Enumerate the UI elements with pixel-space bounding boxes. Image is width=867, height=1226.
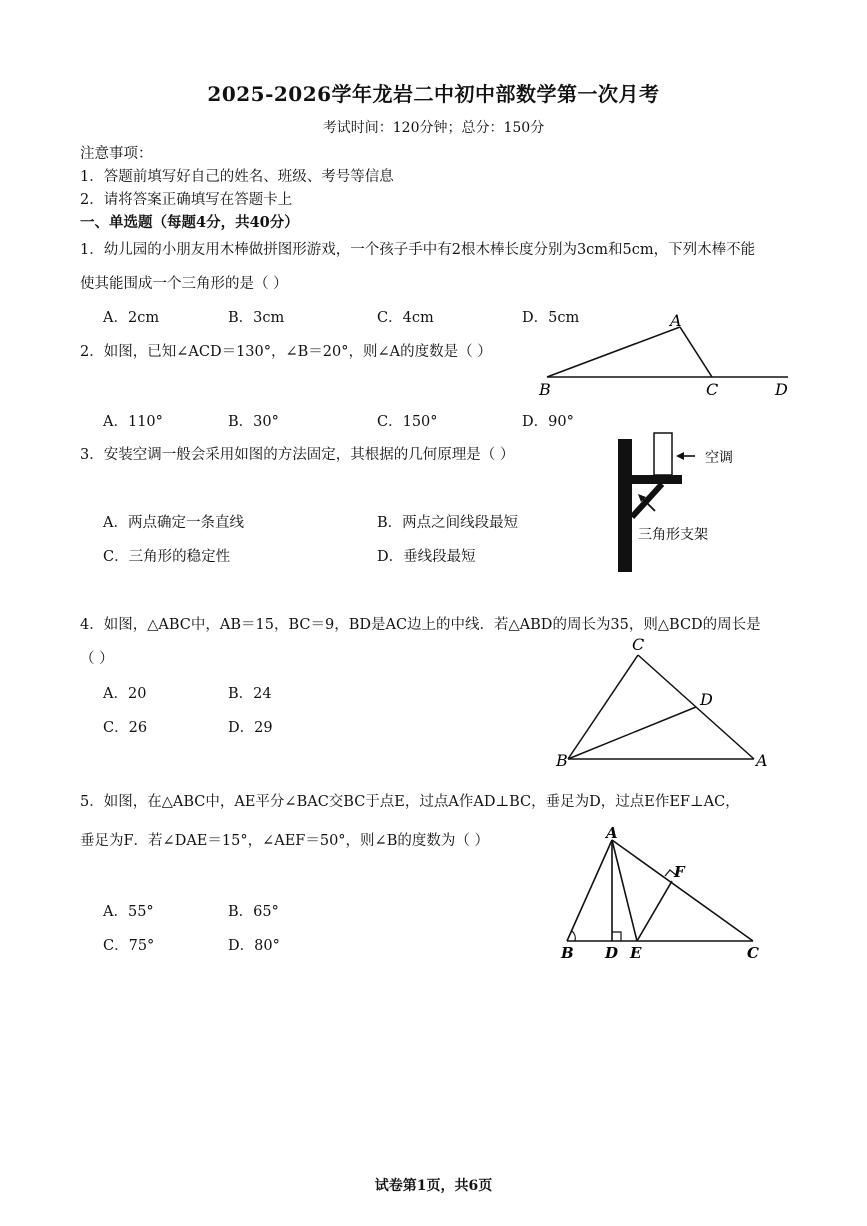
section-heading: 一、单选题（每题4分，共40分） [80, 214, 299, 231]
q5-option-b: B．65° [228, 904, 279, 920]
q1-line2: 使其能围成一个三角形的是（ ） [80, 276, 288, 292]
q3-option-a: A．两点确定一条直线 [103, 515, 244, 531]
q4-option-c: C．26 [103, 720, 148, 736]
notes-heading: 注意事项： [80, 146, 153, 162]
q3-option-d: D．垂线段最短 [377, 549, 476, 565]
q4-label-a: A [756, 751, 768, 770]
q4-line2: （ ） [80, 651, 114, 667]
q5-label-d: D [605, 944, 619, 962]
q1-option-a: A．2cm [103, 310, 160, 326]
q2-option-a: A．110° [103, 414, 163, 430]
arrow-left-icon [676, 452, 684, 460]
q4-triangle-figure [550, 632, 775, 774]
air-conditioner [654, 433, 672, 475]
q4-label-c: C [632, 635, 645, 654]
q5-option-d: D．80° [228, 938, 280, 954]
q2-triangle-figure [530, 310, 800, 402]
q5-label-a: A [606, 824, 618, 842]
q4-option-b: B．24 [228, 686, 272, 702]
q4-option-a: A．20 [103, 686, 147, 702]
page-title: 2025-2026学年龙岩二中初中部数学第一次月考 [207, 82, 660, 106]
q5-option-c: C．75° [103, 938, 155, 954]
page-footer: 试卷第1页，共6页 [374, 1178, 493, 1194]
q3-label-ac: 空调 [705, 450, 733, 466]
q2-label-a: A [670, 311, 682, 330]
q2-label-d: D [775, 380, 788, 399]
q3-option-b: B．两点之间线段最短 [377, 515, 519, 531]
q5-label-f: F [674, 863, 685, 881]
q4-label-d: D [700, 690, 713, 709]
q3-label-bracket: 三角形支架 [638, 527, 708, 543]
q1-option-b: B．3cm [228, 310, 285, 326]
q2-label-b: B [539, 380, 551, 399]
q4-option-d: D．29 [228, 720, 273, 736]
q1-line1: 1．幼儿园的小朋友用木棒做拼图形游戏，一个孩子手中有2根木棒长度分别为3cm和5cm，下列木棒不能 [80, 242, 756, 258]
q5-label-b: B [561, 944, 574, 962]
q2-label-c: C [706, 380, 719, 399]
q4-label-b: B [556, 751, 568, 770]
note-item-2: 2．请将答案正确填写在答题卡上 [80, 192, 293, 208]
q5-label-e: E [630, 944, 642, 962]
q2-text: 2．如图，已知∠ACD＝130°，∠B＝20°，则∠A的度数是（ ） [80, 344, 492, 360]
q5-line2: 垂足为F．若∠DAE＝15°，∠AEF＝50°，则∠B的度数为（ ） [80, 833, 489, 849]
q3-bracket-figure [600, 425, 760, 575]
q1-option-c: C．4cm [377, 310, 434, 326]
q5-triangle-figure [555, 820, 770, 965]
exam-info: 考试时间：120分钟；总分：150分 [322, 120, 545, 136]
q5-label-c: C [747, 944, 759, 962]
q2-option-c: C．150° [377, 414, 438, 430]
q5-line1: 5．如图，在△ABC中，AE平分∠BAC交BC于点E，过点A作AD⊥BC，垂足为D，过点E作EF⊥AC， [80, 794, 740, 810]
q2-option-b: B．30° [228, 414, 279, 430]
q3-option-c: C．三角形的稳定性 [103, 549, 231, 565]
q1-option-d: D．5cm [522, 310, 580, 326]
note-item-1: 1．答题前填写好自己的姓名、班级、考号等信息 [80, 169, 394, 185]
q2-option-d: D．90° [522, 414, 574, 430]
q5-option-a: A．55° [103, 904, 154, 920]
q4-line1: 4．如图，△ABC中，AB＝15，BC＝9，BD是AC边上的中线．若△ABD的周长为35，则△BCD的周长是 [80, 617, 761, 633]
wall [618, 439, 632, 572]
q3-text: 3．安装空调一般会采用如图的方法固定，其根据的几何原理是（ ） [80, 447, 515, 463]
